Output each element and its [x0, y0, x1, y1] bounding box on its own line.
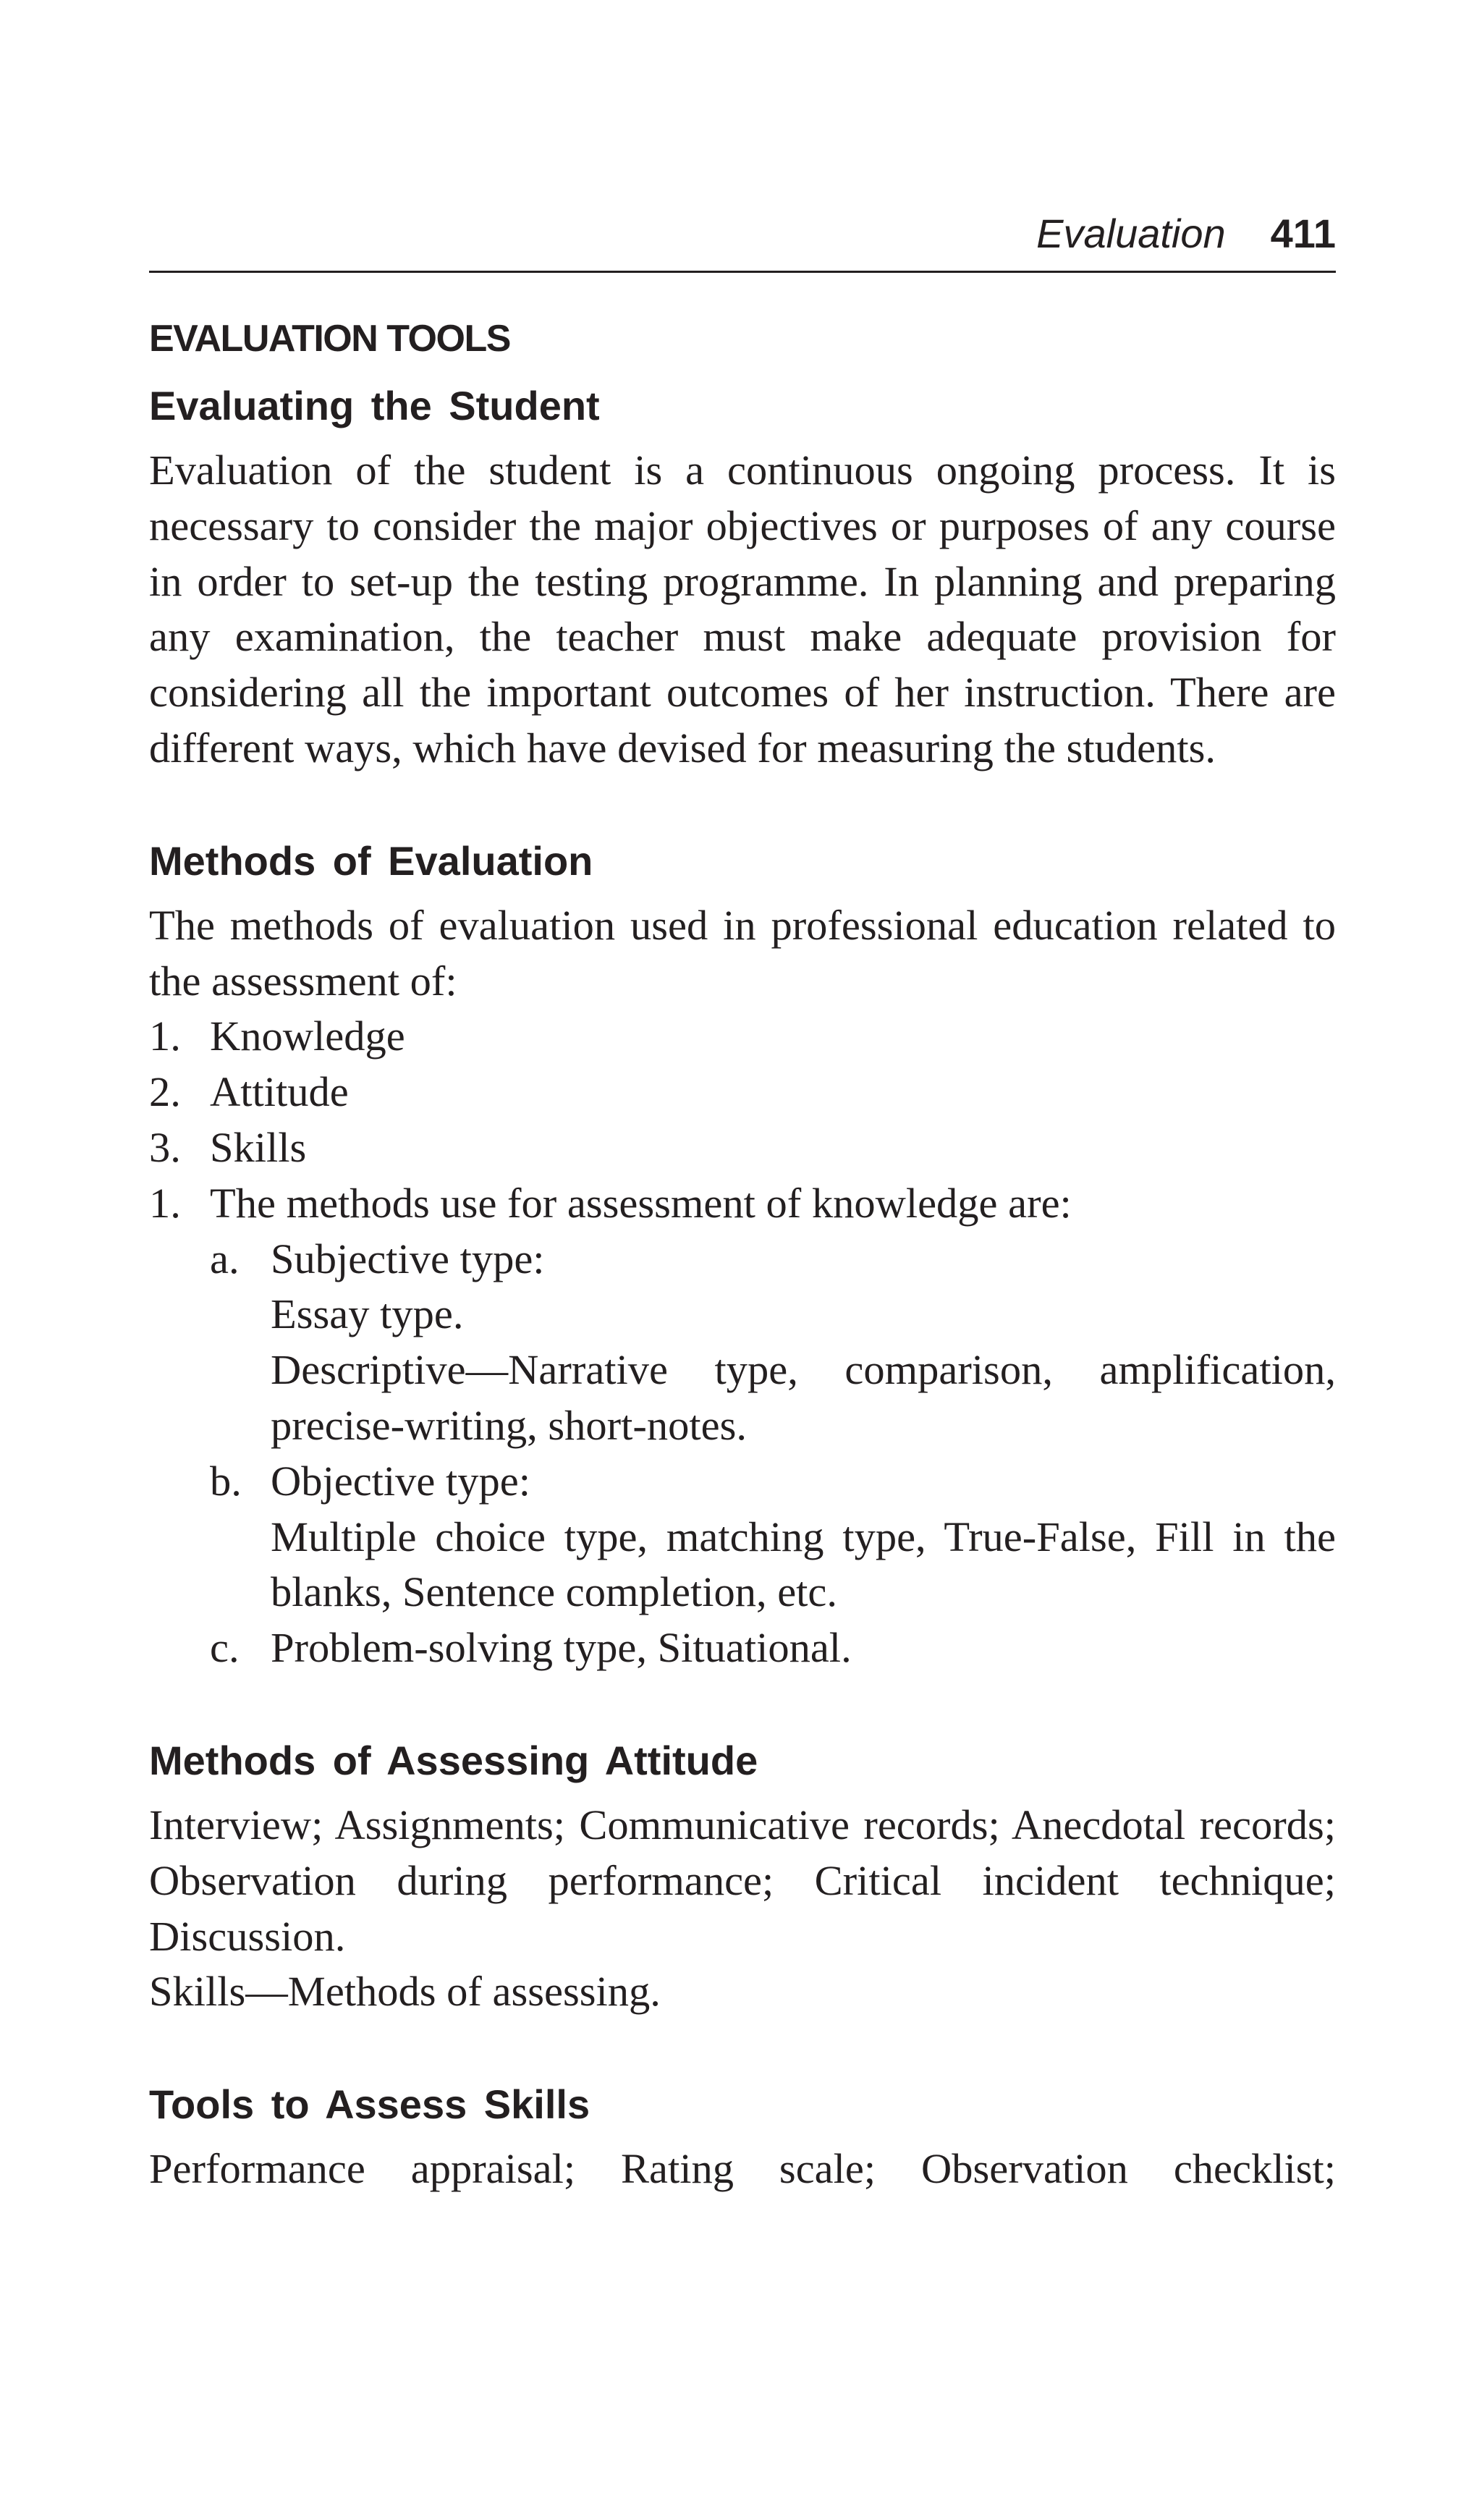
sublist-text: Objective type:	[271, 1457, 530, 1505]
list-item-number: 2.	[149, 1068, 181, 1116]
assessment-areas-list	[149, 1009, 1336, 1231]
list-item-text: Knowledge	[210, 1012, 405, 1060]
sublist-detail: Descriptive—Narrative type, comparison, amplification, precise-writing, short-notes.	[271, 1346, 1336, 1449]
list-item-number: 1.	[149, 1012, 181, 1060]
knowledge-sublist	[149, 1232, 1336, 1288]
sublist-detail: Multiple choice type, matching type, True-False, Fill in the blanks, Sentence completion, etc.	[271, 1513, 1336, 1616]
page-body	[149, 316, 1336, 2197]
sublist-label: a.	[210, 1235, 240, 1282]
section-heading: EVALUATION TOOLS	[149, 318, 510, 360]
list-item	[149, 1009, 1336, 1065]
list-item-number: 3.	[149, 1123, 181, 1171]
knowledge-sublist-c	[149, 1620, 1336, 1676]
heading-tools-skills: Tools to Assess Skills	[149, 2081, 590, 2128]
sublist-text: Problem-solving type, Situational.	[271, 1624, 852, 1672]
running-head	[149, 210, 1336, 268]
sublist-item-c	[210, 1620, 1336, 1676]
sublist-item-b	[210, 1454, 1336, 1510]
running-head-title: Evaluation	[1036, 211, 1226, 256]
list-item-knowledge-methods	[149, 1176, 1336, 1232]
list-item-text: Attitude	[210, 1068, 349, 1116]
list-item-number: 1.	[149, 1179, 181, 1227]
paragraph-assessing-attitude: Interview; Assignments; Communicative records; Anecdotal records; Observation during performance; Critical incident technique; Discussion.	[149, 1801, 1336, 1960]
sublist-detail: Essay type.	[271, 1290, 464, 1338]
header-rule	[149, 271, 1336, 273]
paragraph-methods-intro: The methods of evaluation used in professional education related to the assessment of:	[149, 901, 1336, 1005]
list-item-text: Skills	[210, 1123, 307, 1171]
paragraph-skills-line: Skills—Methods of assessing.	[149, 1968, 661, 2016]
page-number: 411	[1270, 211, 1336, 256]
list-item-text: The methods use for assessment of knowledge are:	[210, 1179, 1072, 1227]
knowledge-sublist-b	[149, 1454, 1336, 1510]
heading-assessing-attitude: Methods of Assessing Attitude	[149, 1737, 758, 1783]
sublist-item-a	[210, 1232, 1336, 1288]
list-item	[149, 1120, 1336, 1176]
sublist-label: b.	[210, 1457, 242, 1505]
list-item	[149, 1065, 1336, 1120]
heading-methods-of-evaluation: Methods of Evaluation	[149, 837, 593, 884]
sublist-text: Subjective type:	[271, 1235, 545, 1282]
paragraph-tools-skills: Performance appraisal; Rating scale; Observation checklist;	[149, 2145, 1336, 2193]
paragraph-evaluating-student: Evaluation of the student is a continuous ongoing process. It is necessary to consider the major objectives or purposes of any course in order to set-up the testing programme. In planning and preparing any examination, the teacher must make adequate provision for considering all the important outcomes of her instruction. There are different ways, which have devised for measuring the students.	[149, 447, 1336, 771]
heading-evaluating-student: Evaluating the Student	[149, 383, 600, 428]
sublist-label: c.	[210, 1624, 240, 1672]
